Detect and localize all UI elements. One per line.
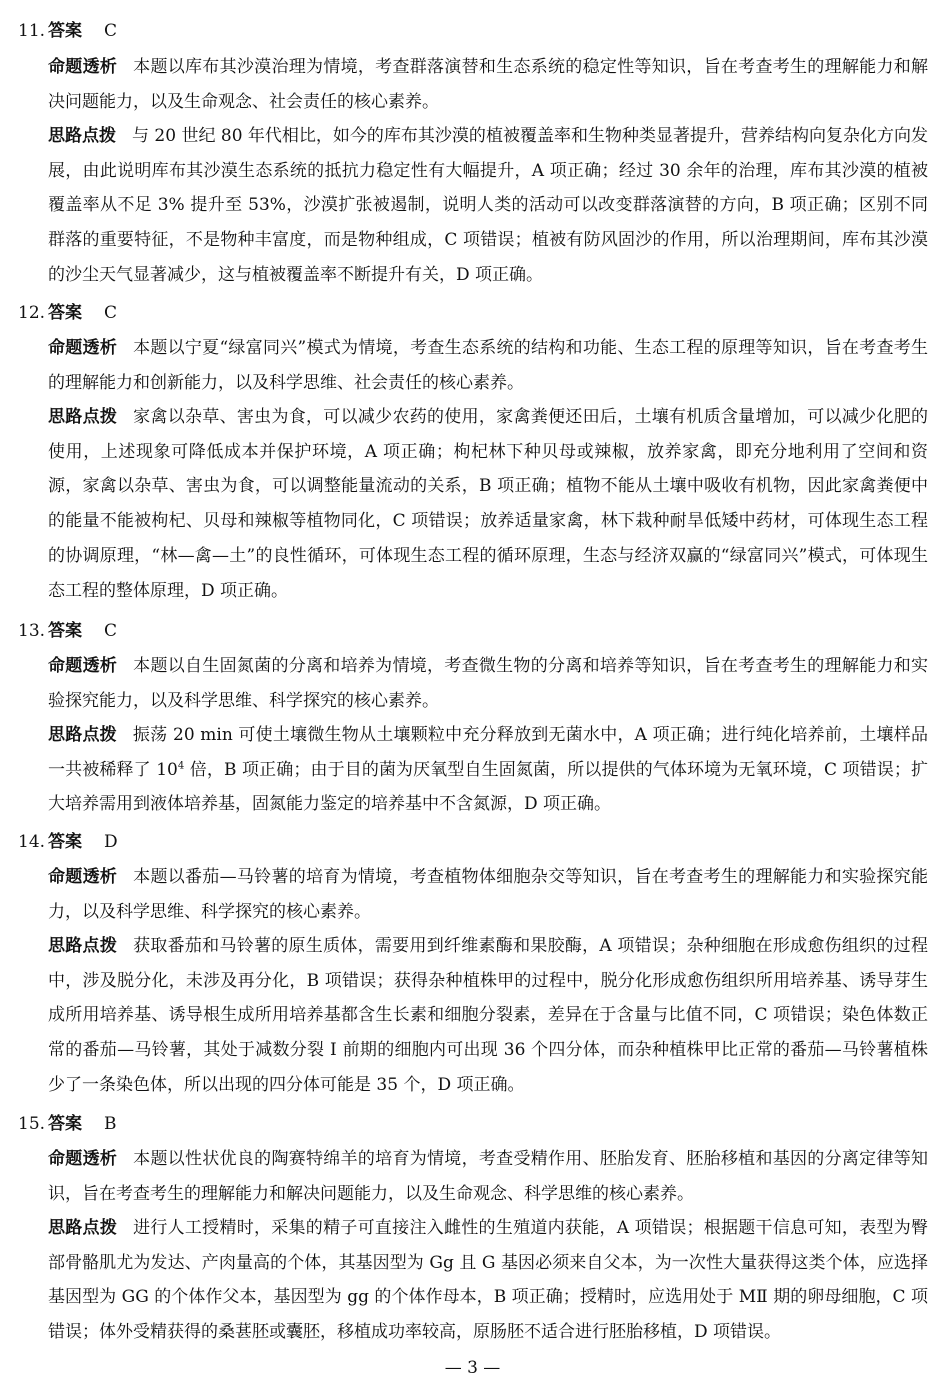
answer-value: C xyxy=(104,621,118,641)
question-15-hint xyxy=(48,1211,928,1350)
hint-text-part2: 倍，B 项正确；由于目的菌为厌氧型自生固氮菌，所以提供的气体环境为无氧环境，C 项错误；扩大培养需用到液体培养基，固氮能力鉴定的培养基中不含氮源，D 项正确。 xyxy=(48,759,928,815)
analysis-label: 命题透析 xyxy=(48,338,118,358)
answer-value: C xyxy=(104,21,118,41)
question-14-analysis xyxy=(48,860,928,929)
analysis-text: 本题以性状优良的陶赛特绵羊的培育为情境，考查受精作用、胚胎发育、胚胎移植和基因的分离定律等知识，旨在考查考生的理解能力和解决问题能力，以及生命观念、科学思维的核心素养。 xyxy=(48,1149,929,1204)
question-11-analysis xyxy=(48,50,928,119)
answer-label: 答案 xyxy=(48,1114,82,1134)
hint-text: 进行人工授精时，采集的精子可直接注入雌性的生殖道内获能，A 项错误；根据题干信息可知，表型为臀部骨骼肌尤为发达、产肉量高的个体，其基因型为 Gg 且 G 基因必须来自父本，为一次性大量获得这类个体，应选择基因型为 GG 的个体作父本，基因型为 gg 的个体作母本，B 项正确；授精时，应选用处于 MⅡ 期的卵母细胞，C 项错误；体外受精获得的桑葚胚或囊胚，移植成功率较高，原肠胚不适合进行胚胎移植，D 项错误。 xyxy=(48,1218,928,1343)
analysis-text: 本题以库布其沙漠治理为情境，考查群落演替和生态系统的稳定性等知识，旨在考查考生的理解能力和解决问题能力，以及生命观念、社会责任的核心素养。 xyxy=(48,57,929,112)
question-15-analysis xyxy=(48,1142,928,1211)
answer-label: 答案 xyxy=(48,21,82,41)
answer-label: 答案 xyxy=(48,303,82,323)
hint-text: 获取番茄和马铃薯的原生质体，需要用到纤维素酶和果胶酶，A 项错误；杂种细胞在形成愈伤组织的过程中，涉及脱分化，未涉及再分化，B 项错误；获得杂种植株甲的过程中，脱分化形成愈伤组织所用培养基、诱导芽生成所用培养基、诱导根生成所用培养基都含生长素和细胞分裂素，差异在于含量与比值不同，C 项错误；染色体数正常的番茄—马铃薯，其处于减数分裂 Ⅰ 前期的细胞内可出现 36 个四分体，而杂种植株甲比正常的番茄—马铃薯植株少了一条染色体，所以出现的四分体可能是 35 个，D 项正确。 xyxy=(48,936,928,1095)
answer-value: C xyxy=(104,303,118,323)
page-number: — 3 — xyxy=(444,1358,501,1378)
hint-label: 思路点拨 xyxy=(48,725,117,745)
question-number: 12. xyxy=(18,303,46,323)
hint-text: 与 20 世纪 80 年代相比，如今的库布其沙漠的植被覆盖率和生物种类显著提升，营养结构向复杂化方向发展，由此说明库布其沙漠生态系统的抵抗力稳定性有大幅提升，A 项正确；经过 30 余年的治理，库布其沙漠的植被覆盖率从不足 3% 提升至 53%，沙漠扩张被遏制，说明人类的活动可以改变群落演替的方向，B 项正确；区别不同群落的重要特征，不是物种丰富度，而是物种组成，C 项错误；植被有防风固沙的作用，所以治理期间，库布其沙漠的沙尘天气显著减少，这与植被覆盖率不断提升有关，D 项正确。 xyxy=(48,126,928,285)
question-14-answer-line xyxy=(18,831,118,853)
question-15-answer-line xyxy=(18,1113,117,1135)
hint-label: 思路点拨 xyxy=(48,1218,118,1238)
answer-label: 答案 xyxy=(48,832,82,852)
question-12-hint xyxy=(48,400,928,608)
question-number: 11. xyxy=(18,21,46,41)
analysis-label: 命题透析 xyxy=(48,1149,118,1169)
analysis-text: 本题以宁夏“绿富同兴”模式为情境，考查生态系统的结构和功能、生态工程的原理等知识，旨在考查考生的理解能力和创新能力，以及科学思维、社会责任的核心素养。 xyxy=(48,338,928,393)
hint-text-part1: 振荡 20 min 可使土壤微生物从土壤颗粒中充分释放到无菌水中，A 项正确；进行纯化培养前，土壤样品一共被稀释了 10 xyxy=(48,725,929,780)
question-number: 13. xyxy=(18,621,46,641)
question-13-answer-line xyxy=(18,620,117,642)
question-13-hint xyxy=(48,718,928,822)
analysis-label: 命题透析 xyxy=(48,656,118,676)
answer-value: B xyxy=(104,1114,117,1134)
analysis-label: 命题透析 xyxy=(48,57,118,77)
analysis-text: 本题以自生固氮菌的分离和培养为情境，考查微生物的分离和培养等知识，旨在考查考生的理解能力和实验探究能力，以及科学思维、科学探究的核心素养。 xyxy=(48,656,929,711)
hint-label: 思路点拨 xyxy=(48,936,118,956)
question-number: 15. xyxy=(18,1114,46,1134)
question-12-answer-line xyxy=(18,302,117,324)
question-13-analysis xyxy=(48,649,928,718)
question-12-analysis xyxy=(48,331,928,400)
analysis-label: 命题透析 xyxy=(48,867,118,887)
hint-text: 家禽以杂草、害虫为食，可以减少农药的使用，家禽粪便还田后，土壤有机质含量增加，可以减少化肥的使用，上述现象可降低成本并保护环境，A 项正确；枸杞林下种贝母或辣椒，放养家禽，即充分地利用了空间和资源，家禽以杂草、害虫为食，可以调整能量流动的关系，B 项正确；植物不能从土壤中吸收有机物，因此家禽粪便中的能量不能被枸杞、贝母和辣椒等植物同化，C 项错误；放养适量家禽，林下栽种耐旱低矮中药材，可体现生态工程的协调原理，“林—禽—土”的良性循环，可体现生态工程的循环原理，生态与经济双赢的“绿富同兴”模式，可体现生态工程的整体原理，D 项正确。 xyxy=(48,407,929,601)
exponent: 4 xyxy=(177,760,185,772)
answer-label: 答案 xyxy=(48,621,82,641)
question-number: 14. xyxy=(18,832,46,852)
hint-label: 思路点拨 xyxy=(48,407,118,427)
question-11-answer-line xyxy=(18,20,117,42)
hint-label: 思路点拨 xyxy=(48,126,117,146)
analysis-text: 本题以番茄—马铃薯的培育为情境，考查植物体细胞杂交等知识，旨在考查考生的理解能力和实验探究能力，以及科学思维、科学探究的核心素养。 xyxy=(48,867,929,922)
question-11-hint xyxy=(48,119,928,293)
question-14-hint xyxy=(48,929,928,1103)
answer-value: D xyxy=(104,832,118,852)
